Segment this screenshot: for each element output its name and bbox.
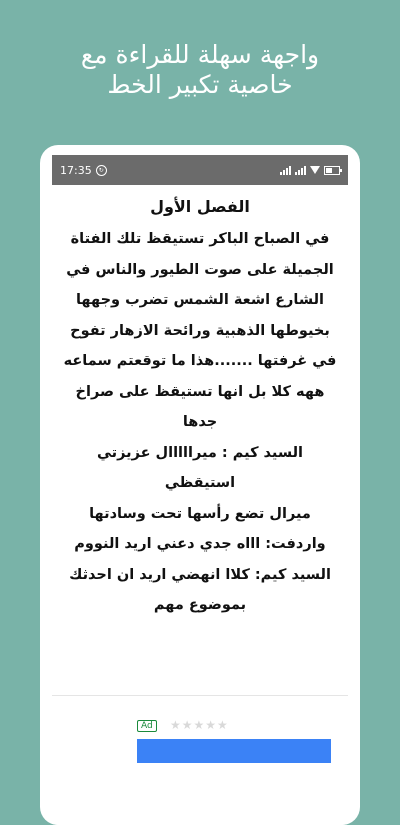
signal-icon-2 [295, 165, 306, 175]
status-bar [52, 155, 348, 185]
phone-frame [40, 145, 360, 825]
sync-icon: ↻ [96, 165, 107, 176]
text-line: الشارع اشعة الشمس تضرب وجهها [75, 292, 325, 308]
text-line: السيد كيم: كلاا انهضي اريد ان احدثك [69, 566, 331, 583]
wifi-icon [310, 166, 320, 174]
text-line: جدها [182, 414, 218, 430]
ad-action-button[interactable] [137, 739, 331, 763]
text-line: ههه كلا بل انها تستيقظ على صراخ [75, 383, 325, 400]
text-line: استيقظي [164, 475, 236, 491]
phone-screen [52, 155, 348, 825]
ad-banner[interactable] [52, 695, 348, 786]
reader-content[interactable] [52, 185, 348, 765]
battery-icon [324, 166, 340, 175]
text-line: السيد كيم : ميرااااال عزيزتي [96, 444, 304, 461]
text-line: في الصباح الباكر تستيقظ تلك الفتاة [70, 231, 330, 247]
chapter-title: الفصل الأول [150, 197, 250, 216]
chapter-text [52, 224, 348, 621]
text-line: في غرفتها .......هذا ما توقعتم سماعه [63, 353, 337, 369]
status-time: 17:35 [60, 163, 92, 177]
headline-line-2: خاصية تكبير الخط [107, 70, 293, 99]
headline-line-1: واجهة سهلة للقراءة مع [80, 40, 320, 69]
signal-icon [280, 165, 291, 175]
text-line: بموضوع مهم [153, 597, 247, 613]
text-line: بخيوطها الذهبية ورائحة الازهار تفوح [70, 322, 330, 339]
rating-stars-icon: ★★★★★ [170, 718, 229, 732]
promo-headline [0, 40, 400, 100]
text-line: ميرال تضع رأسها تحت وسادتها [89, 505, 311, 522]
ad-badge: Ad [137, 720, 157, 732]
text-line: الجميلة على صوت الطيور والناس في [66, 261, 334, 278]
text-line: واردفت: اااه جدي دعني اريد النووم [74, 536, 326, 552]
